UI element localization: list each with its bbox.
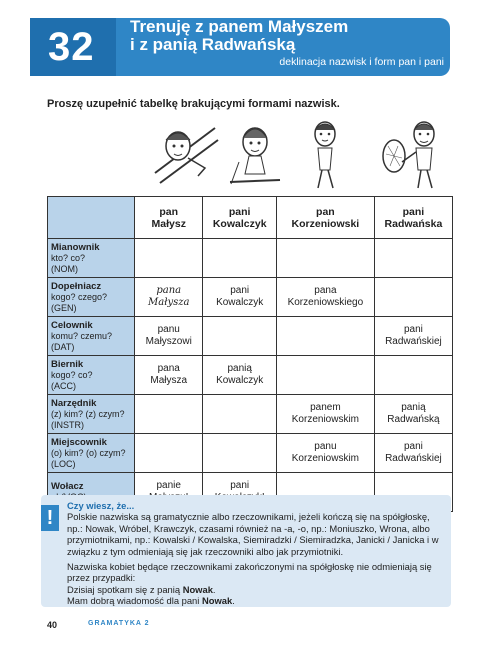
- row-label-loc: Miejscownik (o) kim? (o) czym? (LOC): [48, 434, 135, 473]
- row-label-acc: Biernik kogo? co? (ACC): [48, 356, 135, 395]
- row-label-dat: Celownik komu? czemu? (DAT): [48, 317, 135, 356]
- cell-acc-kowalczyk: panią Kowalczyk: [203, 356, 276, 395]
- table-corner: [48, 197, 135, 239]
- cell-voc-kowalczyk: pani: [203, 473, 276, 512]
- example-2: Mam dobrą wiadomość dla pani Nowak.: [67, 595, 235, 607]
- skier-illustration: [225, 118, 285, 190]
- cell-dat-radwanska: pani Radwańskiej: [374, 317, 452, 356]
- table-row-acc: [48, 356, 453, 395]
- cell-nom-kowalczyk: [203, 239, 276, 278]
- column-header-kowalczyk: pani Kowalczyk: [203, 197, 276, 239]
- row-label-gen: Dopełniacz kogo? czego? (GEN): [48, 278, 135, 317]
- cell-dat-korzeniowski[interactable]: [276, 317, 374, 356]
- cell-gen-malysz-handwritten: pana Małysza: [135, 278, 203, 317]
- table-row-dat: [48, 317, 453, 356]
- cell-loc-kowalczyk[interactable]: [203, 434, 276, 473]
- lesson-number: 32: [48, 25, 95, 69]
- exclamation-icon: !: [41, 505, 59, 531]
- cell-dat-kowalczyk[interactable]: [203, 317, 276, 356]
- cell-acc-malysz: pana Małysza: [135, 356, 203, 395]
- column-header-malysz: pan Małysz: [135, 197, 203, 239]
- table-row-gen: [48, 278, 453, 317]
- cell-loc-radwanska: pani Radwańskiej: [374, 434, 452, 473]
- exercise-instruction: Proszę uzupełnić tabelkę brakującymi formami nazwisk.: [47, 98, 340, 110]
- page-title: [130, 18, 450, 54]
- title-line-2: i z panią Radwańską: [130, 35, 296, 54]
- cell-nom-malysz: [135, 239, 203, 278]
- cell-nom-radwanska: [374, 239, 452, 278]
- info-paragraph-2: Nazwiska kobiet będące rzeczownikami zakończonymi na spółgłoskę nie odmieniają się przez przypadki:: [67, 561, 432, 584]
- table-row-nom: [48, 239, 453, 278]
- declension-table: [47, 196, 453, 512]
- cell-dat-malysz: panu Małyszowi: [135, 317, 203, 356]
- table-row-instr: [48, 395, 453, 434]
- column-header-radwanska: pani Radwańska: [374, 197, 452, 239]
- row-label-nom: Mianownik kto? co? (NOM): [48, 239, 135, 278]
- row-label-voc: Wołacz: [48, 473, 135, 512]
- runner-illustration: [300, 118, 350, 190]
- cell-instr-radwanska: panią Radwańską: [374, 395, 452, 434]
- cell-gen-kowalczyk: pani Kowalczyk: [203, 278, 276, 317]
- cell-loc-korzeniowski: panu Korzeniowskim: [276, 434, 374, 473]
- example-1: Dzisiaj spotkam się z panią Nowak.: [67, 583, 216, 595]
- page-subtitle: deklinacja nazwisk i form pan i pani: [279, 56, 444, 68]
- info-paragraph-1: Polskie nazwiska są gramatycznie albo rzeczownikami, jeżeli kończą się na spółgłoskę, np.: Nowak, Wróbel, Krawczyk, czasami również na -a, -o, np.: Moniuszko, Wrona, albo przymiotnikami, np.: Kowalski / Kowalska, Siemiradzki / Siemiradzka, Janicki / Janicka i w związku z tym odmieniają się jak rzeczowniki albo jak przymiotniki.: [67, 511, 439, 557]
- ski-jumper-illustration: [150, 118, 220, 190]
- page-number: 40: [47, 620, 58, 630]
- cell-gen-radwanska[interactable]: [374, 278, 452, 317]
- table-row-loc: [48, 434, 453, 473]
- cell-instr-kowalczyk[interactable]: [203, 395, 276, 434]
- info-box-text: [67, 500, 445, 611]
- table-header-row: [48, 197, 453, 239]
- cell-voc-malysz: panie: [135, 473, 203, 512]
- cell-loc-malysz[interactable]: [135, 434, 203, 473]
- section-label: GRAMATYKA 2: [88, 620, 150, 627]
- cell-instr-korzeniowski: panem Korzeniowskim: [276, 395, 374, 434]
- row-label-instr: Narzędnik (z) kim? (z) czym? (INSTR): [48, 395, 135, 434]
- title-line-1: Trenuję z panem Małyszem: [130, 17, 349, 36]
- tennis-player-illustration: [380, 118, 450, 190]
- cell-gen-korzeniowski: pana Korzeniowskiego: [276, 278, 374, 317]
- column-header-korzeniowski: pan Korzeniowski: [276, 197, 374, 239]
- cell-nom-korzeniowski: [276, 239, 374, 278]
- cell-acc-radwanska[interactable]: [374, 356, 452, 395]
- cell-acc-korzeniowski[interactable]: [276, 356, 374, 395]
- cell-instr-malysz[interactable]: [135, 395, 203, 434]
- info-box-heading: Czy wiesz, że...: [67, 500, 135, 511]
